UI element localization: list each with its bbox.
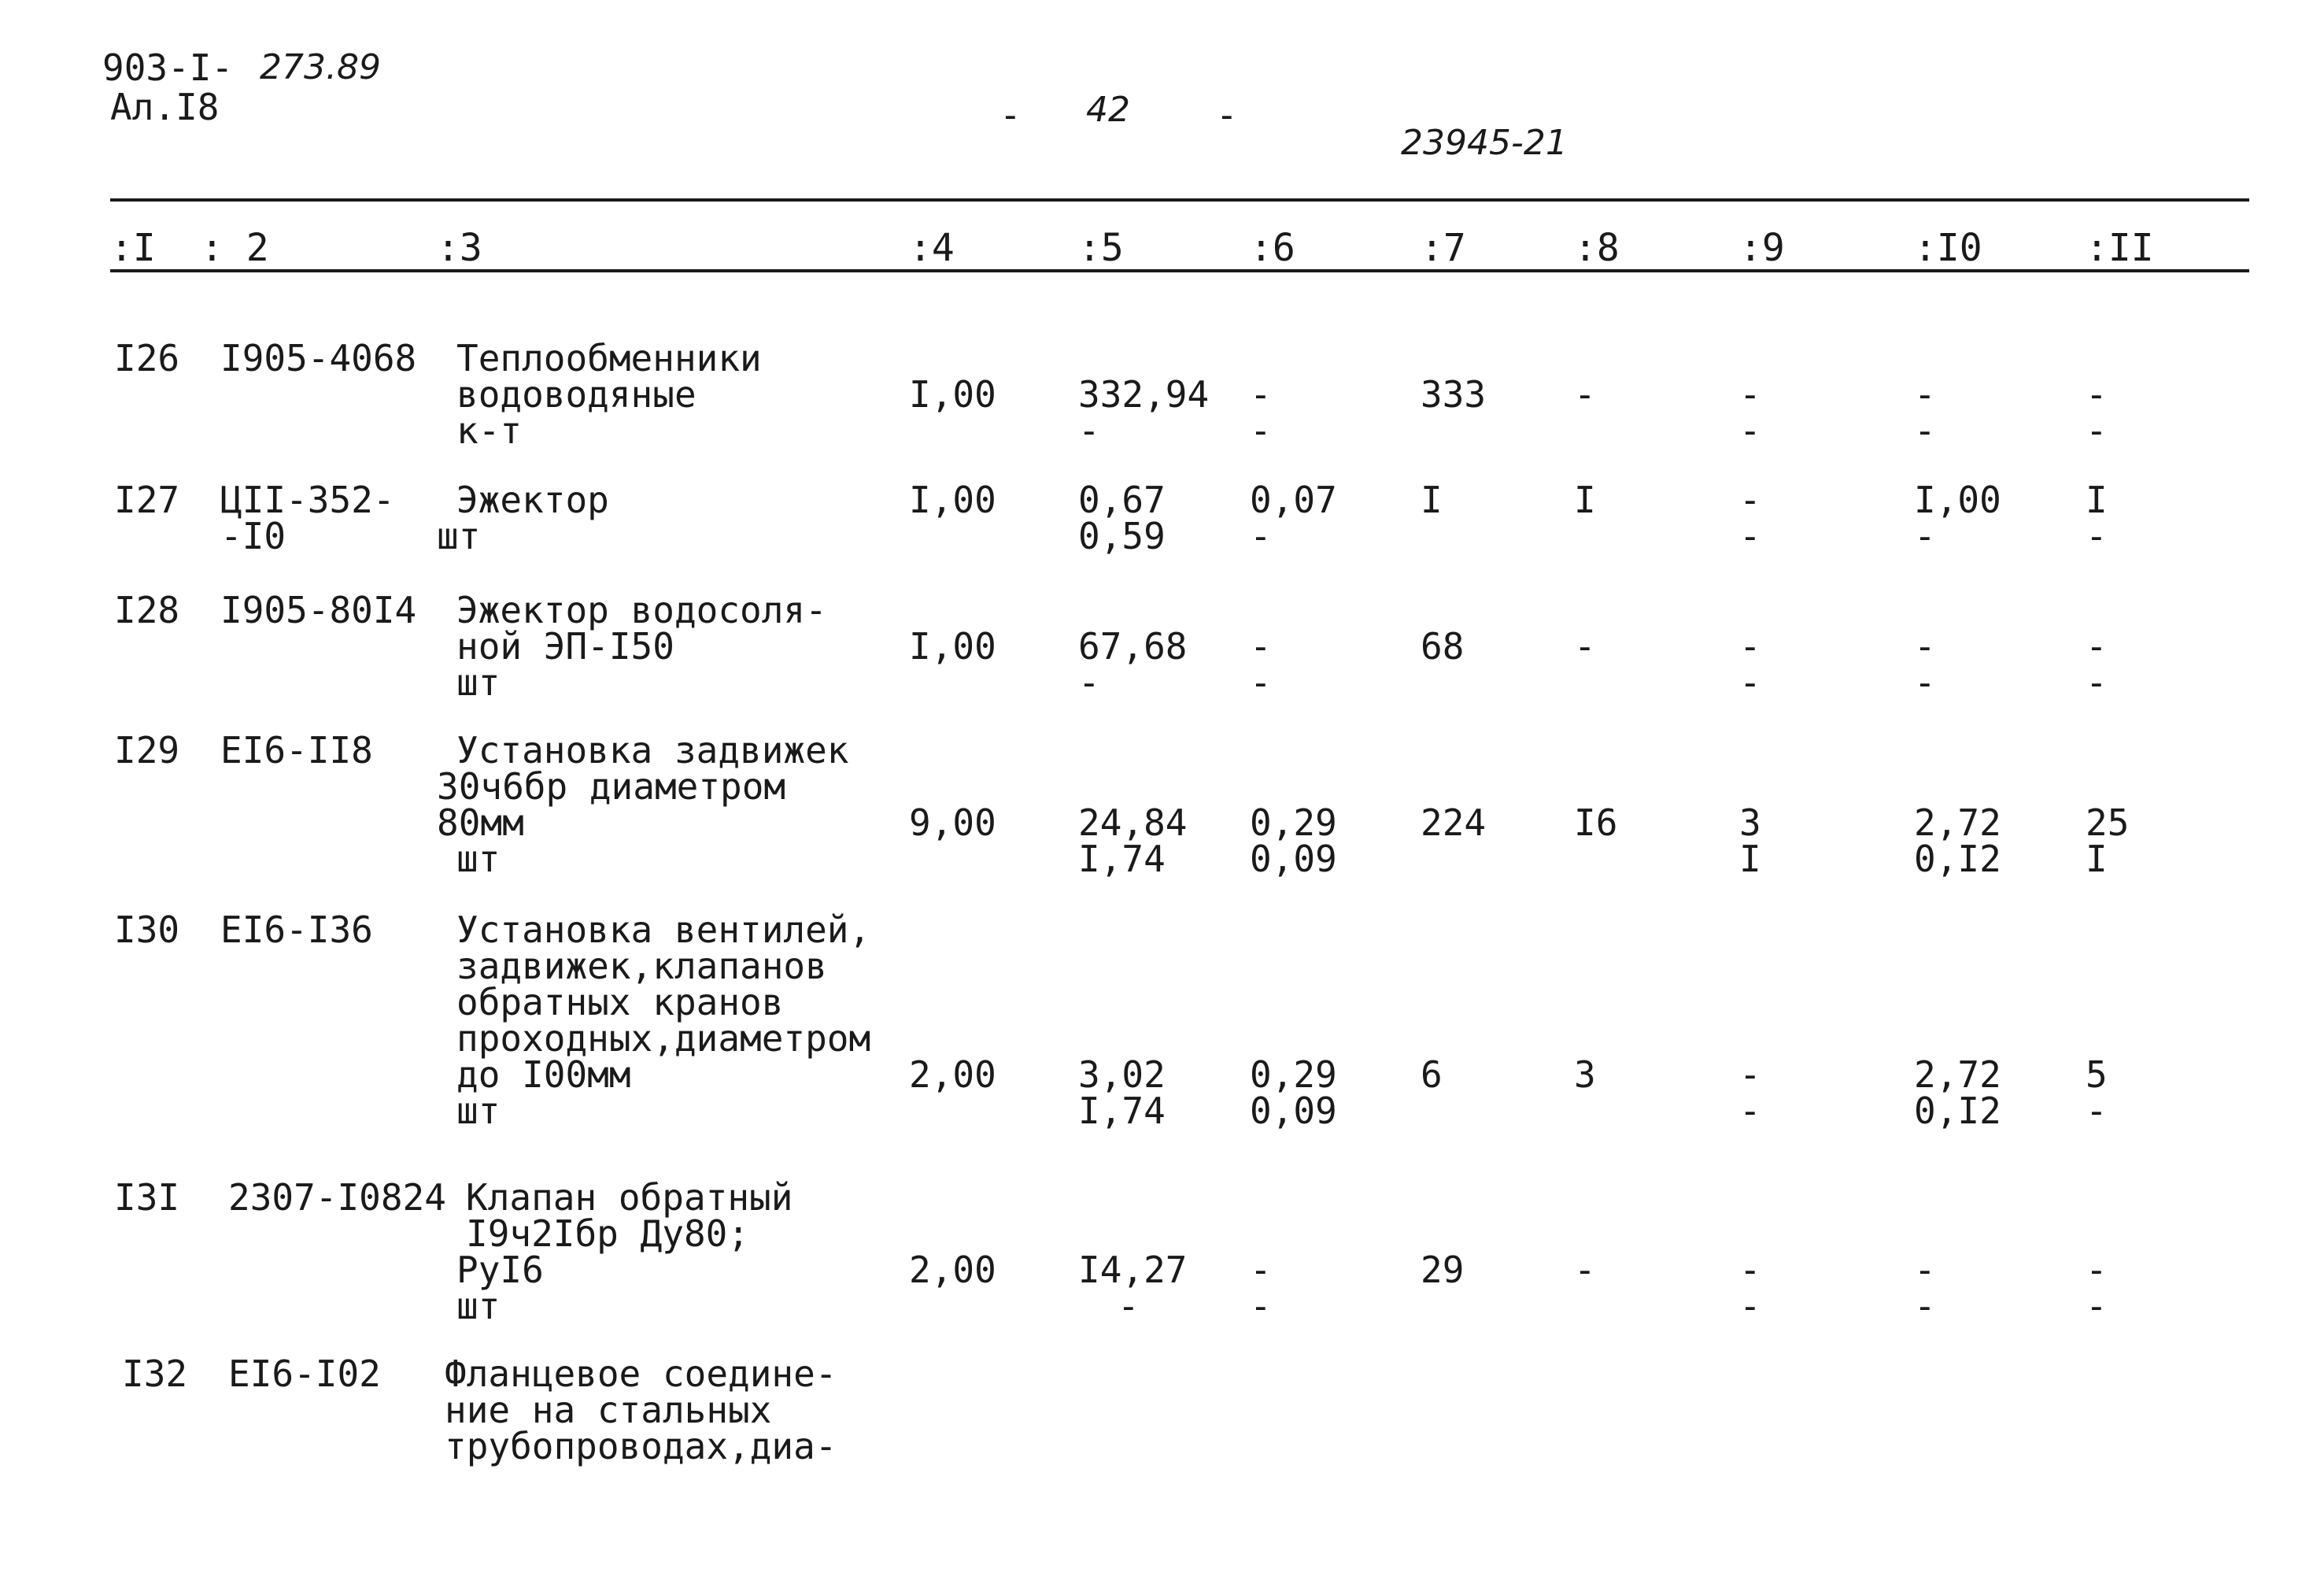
cell-col4: 2,00: [909, 1249, 996, 1291]
cell-col9-top: -: [1739, 1249, 1761, 1291]
cell-col5-bottom: I,74: [1078, 838, 1166, 880]
cell-col6-bottom: 0,09: [1250, 838, 1337, 880]
cell-col5-bottom: 0,59: [1078, 515, 1166, 557]
cell-col9-bottom: -: [1739, 409, 1761, 452]
cell-col4: I,00: [909, 625, 996, 668]
cell-col10-top: -: [1914, 625, 1936, 668]
column-header-6: :6: [1250, 226, 1295, 270]
cell-col10-bottom: -: [1914, 409, 1936, 452]
cell-col6-bottom: -: [1250, 515, 1272, 557]
cell-col10-bottom: -: [1914, 515, 1936, 557]
row-code-continued: -I0: [220, 515, 286, 557]
cell-col7: I: [1421, 479, 1443, 521]
cell-col9-top: -: [1739, 479, 1761, 521]
cell-col6-top: -: [1250, 625, 1272, 668]
document-code: 903-I-: [102, 46, 234, 89]
cell-col11-bottom: I: [2086, 838, 2108, 880]
column-header-7: :7: [1421, 226, 1466, 270]
row-name-line: трубопроводах,диа-: [445, 1425, 837, 1467]
row-code: EI6-I36: [220, 908, 373, 951]
row-number: I28: [114, 589, 180, 631]
row-name-line: шт: [456, 661, 501, 704]
row-name-line: шт: [456, 838, 501, 880]
cell-col5-top: 3,02: [1078, 1053, 1166, 1096]
row-name-line: шт: [437, 515, 481, 557]
cell-col9-top: 3: [1739, 801, 1761, 844]
cell-col7: 6: [1421, 1053, 1443, 1096]
row-name-line: шт: [456, 1285, 501, 1327]
header-top-rule: [110, 198, 2249, 202]
cell-col9-bottom: -: [1739, 515, 1761, 557]
page-dash-left: -: [999, 94, 1022, 136]
cell-col10-bottom: 0,I2: [1914, 1090, 2001, 1132]
cell-col5-top: 67,68: [1078, 625, 1188, 668]
header-bottom-rule: [110, 269, 2249, 272]
row-code: ЦII-352-: [220, 479, 395, 521]
cell-col11-bottom: -: [2086, 1090, 2108, 1132]
row-name-line: проходных,диаметром: [456, 1017, 871, 1060]
row-name-line: ние на стальных: [445, 1389, 772, 1431]
cell-col10-top: -: [1914, 1249, 1936, 1291]
cell-col5-top: 24,84: [1078, 801, 1188, 844]
row-name-line: к-т: [456, 409, 523, 452]
row-name-line: ной ЭП-I50: [456, 625, 674, 668]
cell-col9-top: -: [1739, 373, 1761, 416]
row-number: I26: [114, 337, 180, 379]
cell-col5-bottom: -: [1078, 661, 1100, 704]
cell-col6-bottom: 0,09: [1250, 1090, 1337, 1132]
cell-col7: 333: [1421, 373, 1487, 416]
row-name-line: Теплообменники: [456, 337, 762, 379]
row-name-line: 30ч6бр диаметром: [437, 765, 786, 808]
cell-col6-bottom: -: [1250, 661, 1272, 704]
cell-col10-top: 2,72: [1914, 801, 2001, 844]
cell-col11-top: -: [2086, 373, 2108, 416]
row-code: 2307-I0824: [228, 1176, 446, 1219]
row-name-line: водоводяные: [456, 373, 696, 416]
row-number: I3I: [114, 1176, 180, 1219]
row-name-line: I9ч2Iбр Ду80;: [466, 1212, 750, 1255]
cell-col4: 9,00: [909, 801, 996, 844]
sheet-label: Ал.I8: [110, 86, 220, 128]
row-number: I29: [114, 729, 180, 771]
column-header-2: : 2: [201, 226, 269, 270]
cell-col6-top: 0,29: [1250, 1053, 1337, 1096]
cell-col11-bottom: -: [2086, 409, 2108, 452]
cell-col11-bottom: -: [2086, 661, 2108, 704]
cell-col9-bottom: -: [1739, 1285, 1761, 1327]
cell-col11-top: 25: [2086, 801, 2130, 844]
row-name-line: Фланцевое соедине-: [445, 1352, 837, 1395]
cell-col4: 2,00: [909, 1053, 996, 1096]
row-name-line: Эжектор: [456, 479, 609, 521]
cell-col10-bottom: 0,I2: [1914, 838, 2001, 880]
cell-col7: 224: [1421, 801, 1487, 844]
row-name-line: до I00мм: [456, 1053, 631, 1096]
cell-col7: 68: [1421, 625, 1465, 668]
cell-col9-bottom: -: [1739, 661, 1761, 704]
row-name-line: РуI6: [456, 1249, 544, 1291]
cell-col8: -: [1574, 1249, 1596, 1291]
cell-col5-top: I4,27: [1078, 1249, 1188, 1291]
cell-col5-top: 0,67: [1078, 479, 1166, 521]
cell-col11-top: -: [2086, 1249, 2108, 1291]
cell-col10-top: I,00: [1914, 479, 2001, 521]
cell-col11-bottom: -: [2086, 515, 2108, 557]
cell-col6-top: -: [1250, 373, 1272, 416]
row-name-line: Установка задвижек: [456, 729, 849, 771]
cell-col11-top: 5: [2086, 1053, 2108, 1096]
cell-col8: -: [1574, 625, 1596, 668]
column-header-1: :I: [110, 226, 156, 270]
cell-col5-top: 332,94: [1078, 373, 1210, 416]
cell-col6-bottom: -: [1250, 409, 1272, 452]
column-header-5: :5: [1078, 226, 1124, 270]
cell-col9-top: -: [1739, 1053, 1761, 1096]
row-code: EI6-II8: [220, 729, 373, 771]
row-number: I32: [122, 1352, 188, 1395]
cell-col11-top: -: [2086, 625, 2108, 668]
page-dash-right: -: [1216, 94, 1238, 136]
cell-col11-bottom: -: [2086, 1285, 2108, 1327]
cell-col6-bottom: -: [1250, 1285, 1272, 1327]
row-name-line: Клапан обратный: [466, 1176, 793, 1219]
cell-col6-top: 0,29: [1250, 801, 1337, 844]
cell-col6-top: 0,07: [1250, 479, 1337, 521]
cell-col8: 3: [1574, 1053, 1596, 1096]
cell-col9-bottom: -: [1739, 1090, 1761, 1132]
column-header-11: :II: [2086, 226, 2154, 270]
cell-col9-bottom: I: [1739, 838, 1761, 880]
row-number: I27: [114, 479, 180, 521]
column-header-4: :4: [909, 226, 955, 270]
cell-col8: I6: [1574, 801, 1618, 844]
cell-col5-bottom: I,74: [1078, 1090, 1166, 1132]
row-code: I905-4068: [220, 337, 417, 379]
row-name-line: 80мм: [437, 801, 524, 844]
column-header-9: :9: [1739, 226, 1785, 270]
row-number: I30: [114, 908, 180, 951]
row-name-line: Установка вентилей,: [456, 908, 871, 951]
cell-col10-bottom: -: [1914, 1285, 1936, 1327]
registration-number: 23945-21: [1401, 123, 1568, 163]
row-code: I905-80I4: [220, 589, 417, 631]
column-header-8: :8: [1574, 226, 1620, 270]
row-code: EI6-I02: [228, 1352, 381, 1395]
cell-col4: I,00: [909, 373, 996, 416]
column-header-10: :I0: [1914, 226, 1982, 270]
cell-col8: I: [1574, 479, 1596, 521]
page-number: 42: [1086, 90, 1130, 130]
cell-col10-bottom: -: [1914, 661, 1936, 704]
cell-col7: 29: [1421, 1249, 1465, 1291]
cell-col9-top: -: [1739, 625, 1761, 668]
cell-col4: I,00: [909, 479, 996, 521]
cell-col6-top: -: [1250, 1249, 1272, 1291]
cell-col11-top: I: [2086, 479, 2108, 521]
row-name-line: шт: [456, 1090, 501, 1132]
row-name-line: обратных кранов: [456, 981, 784, 1023]
cell-col8: -: [1574, 373, 1596, 416]
row-name-line: задвижек,клапанов: [456, 945, 827, 987]
cell-col10-top: 2,72: [1914, 1053, 2001, 1096]
column-header-3: :3: [437, 226, 482, 270]
document-code-handwritten: 273.89: [260, 47, 381, 87]
cell-col5-bottom: -: [1118, 1285, 1140, 1327]
cell-col10-top: -: [1914, 373, 1936, 416]
cell-col5-bottom: -: [1078, 409, 1100, 452]
row-name-line: Эжектор водосоля-: [456, 589, 827, 631]
